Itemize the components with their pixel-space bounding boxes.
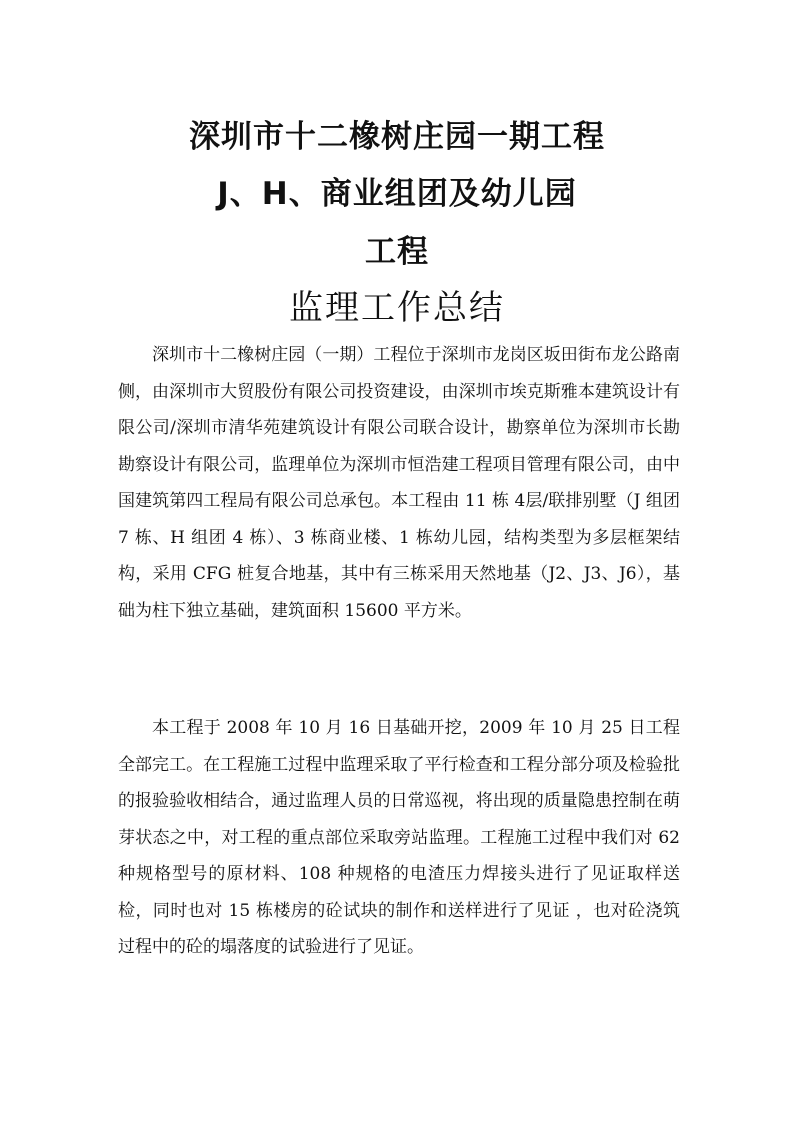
title-line-3: 工程 <box>365 234 429 270</box>
document-subtitle: 监理工作总结 <box>289 288 505 328</box>
paragraph-supervision-work: 本工程于 2008 年 10 月 16 日基础开挖，2009 年 10 月 25 日工程全部完工。在工程施工过程中监理采取了平行检查和工程分部分项及检验批的报验验收相结合，通过监理人员的日常巡视，将出现的质量隐患控制在萌芽状态之中，对工程的重点部位采取旁站监理。工程施工过程中我们对 62 种规格型号的原材料、108 种规格的电渣压力焊接头进行了见证取样送检，同时也对 15 栋楼房的砼试块的制作和送样进行了见证 ，也对砼浇筑过程中的砼的塌落度的试验进行了见证。 <box>118 718 680 957</box>
paragraph-project-overview: 深圳市十二橡树庄园（一期）工程位于深圳市龙岗区坂田街布龙公路南侧，由深圳市大贸股份有限公司投资建设，由深圳市埃克斯雅本建筑设计有限公司/深圳市清华苑建筑设计有限公司联合设计，勘察单位为深圳市长勘勘察设计有限公司，监理单位为深圳市恒浩建工程项目管理有限公司，由中国建筑第四工程局有限公司总承包。本工程由 11 栋 4层/联排别墅（J 组团 7 栋、H 组团 4 栋）、3 栋商业楼、1 栋幼儿园，结构类型为多层框架结构，采用 CFG 桩复合地基，其中有三栋采用天然地基（J2、J3、J6），基础为柱下独立基础，建筑面积 15600 平方米。 <box>118 345 680 621</box>
title-line-2: J、H、商业组团及幼儿园 <box>217 176 577 212</box>
title-line-1: 深圳市十二橡树庄园一期工程 <box>189 119 605 155</box>
